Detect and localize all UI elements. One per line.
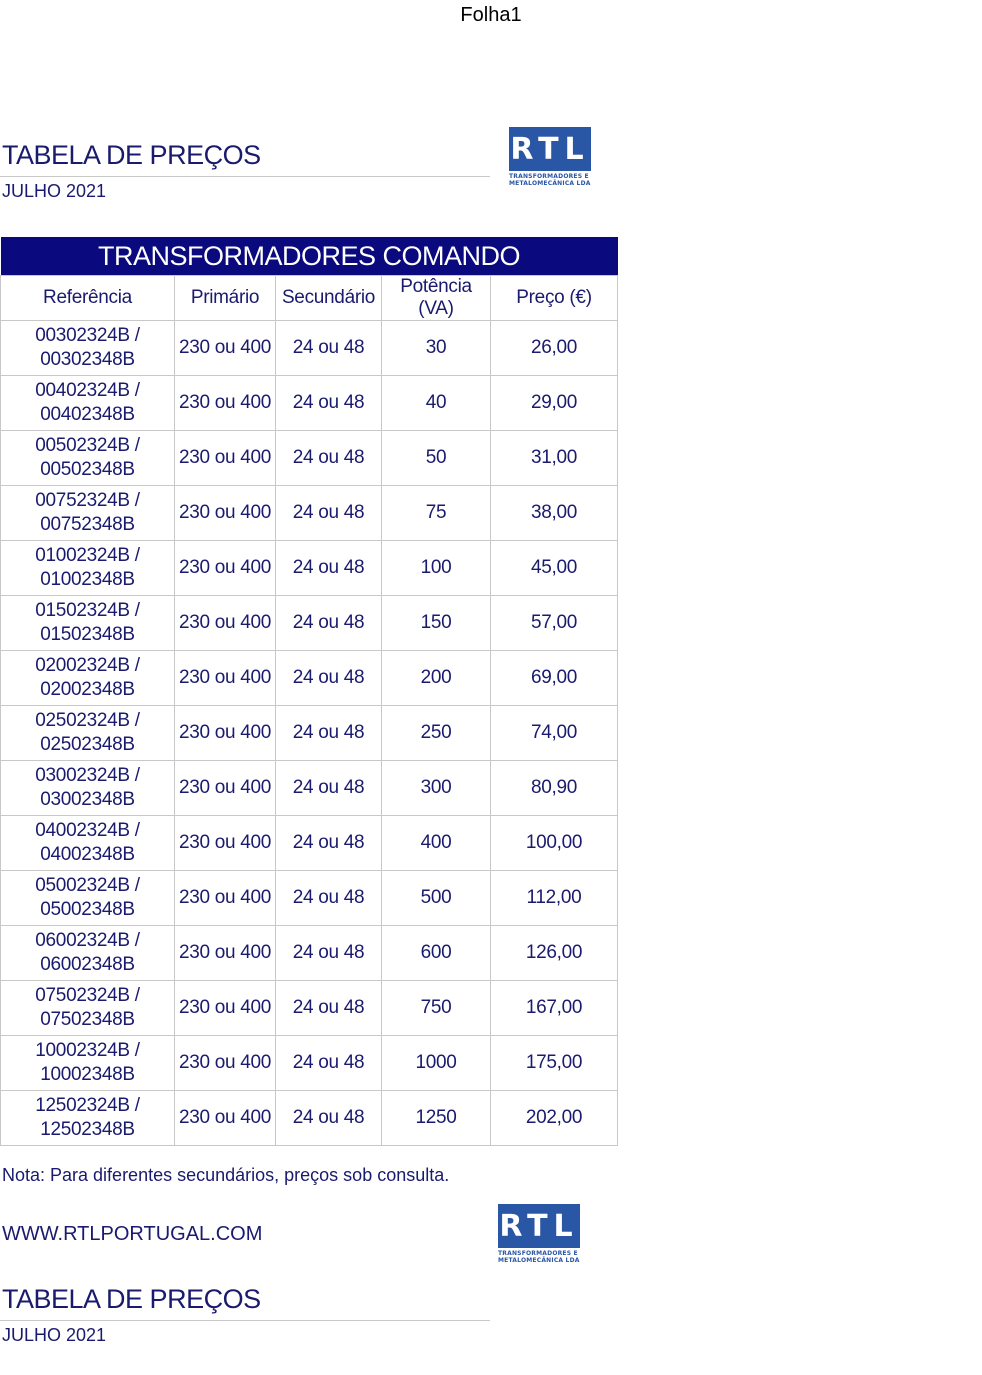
table-row [1, 321, 618, 376]
referencia-line1: 06002324B / [35, 930, 140, 951]
cell-preco: 38,00 [491, 486, 618, 541]
cell-potencia: 750 [382, 981, 491, 1036]
table-row [1, 816, 618, 871]
cell-preco: 69,00 [491, 651, 618, 706]
cell-primario: 230 ou 400 [175, 376, 276, 431]
cell-referencia [1, 596, 175, 651]
footer-divider [0, 1320, 490, 1321]
table-row [1, 1036, 618, 1091]
logo-subtitle [498, 1250, 580, 1264]
col-header-referencia: Referência [1, 276, 175, 321]
cell-potencia: 600 [382, 926, 491, 981]
referencia-line2: 00502348B [40, 459, 135, 480]
col-header-preco: Preço (€) [491, 276, 618, 321]
cell-referencia [1, 376, 175, 431]
cell-potencia: 400 [382, 816, 491, 871]
referencia-line1: 01002324B / [35, 545, 140, 566]
referencia-line1: 05002324B / [35, 875, 140, 896]
referencia-line2: 12502348B [40, 1119, 135, 1140]
price-table [0, 237, 618, 1146]
table-row [1, 871, 618, 926]
referencia-line2: 04002348B [40, 844, 135, 865]
cell-preco: 126,00 [491, 926, 618, 981]
col-header-primario: Primário [175, 276, 276, 321]
table-row [1, 651, 618, 706]
referencia-line2: 06002348B [40, 954, 135, 975]
cell-potencia: 50 [382, 431, 491, 486]
referencia-line1: 07502324B / [35, 985, 140, 1006]
referencia-line1: 10002324B / [35, 1040, 140, 1061]
referencia-line2: 07502348B [40, 1009, 135, 1030]
cell-referencia [1, 1091, 175, 1146]
cell-secundario: 24 ou 48 [276, 596, 382, 651]
cell-referencia [1, 981, 175, 1036]
cell-secundario: 24 ou 48 [276, 926, 382, 981]
cell-secundario: 24 ou 48 [276, 431, 382, 486]
cell-preco: 26,00 [491, 321, 618, 376]
referencia-line2: 01002348B [40, 569, 135, 590]
cell-potencia: 100 [382, 541, 491, 596]
cell-referencia [1, 816, 175, 871]
cell-preco: 57,00 [491, 596, 618, 651]
table-row [1, 431, 618, 486]
table-row [1, 486, 618, 541]
table-banner: TRANSFORMADORES COMANDO [1, 237, 618, 276]
cell-primario: 230 ou 400 [175, 541, 276, 596]
cell-potencia: 500 [382, 871, 491, 926]
referencia-line1: 02002324B / [35, 655, 140, 676]
logo-line1: TRANSFORMADORES E [498, 1250, 578, 1257]
table-header-row [1, 276, 618, 321]
logo-line2: METALOMECÂNICA LDA [509, 180, 591, 187]
cell-referencia [1, 1036, 175, 1091]
table-body [1, 321, 618, 1146]
referencia-line1: 12502324B / [35, 1095, 140, 1116]
logo-line1: TRANSFORMADORES E [509, 173, 589, 180]
cell-potencia: 250 [382, 706, 491, 761]
cell-preco: 31,00 [491, 431, 618, 486]
cell-referencia [1, 486, 175, 541]
cell-preco: 45,00 [491, 541, 618, 596]
cell-preco: 167,00 [491, 981, 618, 1036]
cell-preco: 112,00 [491, 871, 618, 926]
table-row [1, 981, 618, 1036]
cell-primario: 230 ou 400 [175, 1036, 276, 1091]
cell-primario: 230 ou 400 [175, 871, 276, 926]
cell-potencia: 150 [382, 596, 491, 651]
table-row [1, 926, 618, 981]
referencia-line1: 00502324B / [35, 435, 140, 456]
cell-primario: 230 ou 400 [175, 981, 276, 1036]
cell-secundario: 24 ou 48 [276, 1036, 382, 1091]
col-header-potencia: Potência (VA) [382, 276, 491, 321]
cell-referencia [1, 541, 175, 596]
title-divider [0, 176, 490, 177]
table-row [1, 376, 618, 431]
logo-letters: RTL [510, 131, 590, 167]
sheet-title: Folha1 [460, 4, 522, 26]
cell-referencia [1, 651, 175, 706]
cell-primario: 230 ou 400 [175, 486, 276, 541]
table-row [1, 706, 618, 761]
cell-referencia [1, 871, 175, 926]
footer-date: JULHO 2021 [2, 1325, 107, 1345]
cell-secundario: 24 ou 48 [276, 871, 382, 926]
cell-secundario: 24 ou 48 [276, 541, 382, 596]
cell-secundario: 24 ou 48 [276, 1091, 382, 1146]
page-title: TABELA DE PREÇOS [2, 140, 261, 170]
cell-secundario: 24 ou 48 [276, 981, 382, 1036]
table-row [1, 761, 618, 816]
page-date: JULHO 2021 [2, 181, 107, 201]
cell-primario: 230 ou 400 [175, 706, 276, 761]
cell-primario: 230 ou 400 [175, 761, 276, 816]
cell-referencia [1, 431, 175, 486]
cell-potencia: 40 [382, 376, 491, 431]
referencia-line2: 03002348B [40, 789, 135, 810]
cell-preco: 74,00 [491, 706, 618, 761]
cell-referencia [1, 926, 175, 981]
cell-primario: 230 ou 400 [175, 431, 276, 486]
table-row [1, 1091, 618, 1146]
referencia-line2: 00302348B [40, 349, 135, 370]
cell-primario: 230 ou 400 [175, 321, 276, 376]
cell-secundario: 24 ou 48 [276, 651, 382, 706]
referencia-line2: 00402348B [40, 404, 135, 425]
referencia-line2: 02502348B [40, 734, 135, 755]
referencia-line2: 02002348B [40, 679, 135, 700]
referencia-line1: 00302324B / [35, 325, 140, 346]
cell-primario: 230 ou 400 [175, 926, 276, 981]
cell-potencia: 200 [382, 651, 491, 706]
referencia-line2: 05002348B [40, 899, 135, 920]
cell-preco: 175,00 [491, 1036, 618, 1091]
table-row [1, 541, 618, 596]
cell-secundario: 24 ou 48 [276, 706, 382, 761]
cell-primario: 230 ou 400 [175, 1091, 276, 1146]
referencia-line2: 00752348B [40, 514, 135, 535]
logo-line2: METALOMECÂNICA LDA [498, 1257, 580, 1264]
cell-potencia: 75 [382, 486, 491, 541]
rtl-logo-footer [498, 1204, 580, 1264]
cell-potencia: 30 [382, 321, 491, 376]
cell-secundario: 24 ou 48 [276, 816, 382, 871]
logo-letters: RTL [499, 1208, 579, 1244]
referencia-line1: 03002324B / [35, 765, 140, 786]
website-link[interactable]: WWW.RTLPORTUGAL.COM [2, 1223, 263, 1245]
cell-secundario: 24 ou 48 [276, 376, 382, 431]
cell-secundario: 24 ou 48 [276, 486, 382, 541]
referencia-line2: 01502348B [40, 624, 135, 645]
referencia-line1: 01502324B / [35, 600, 140, 621]
cell-preco: 202,00 [491, 1091, 618, 1146]
referencia-line1: 00402324B / [35, 380, 140, 401]
cell-primario: 230 ou 400 [175, 596, 276, 651]
cell-primario: 230 ou 400 [175, 651, 276, 706]
cell-referencia [1, 761, 175, 816]
cell-preco: 100,00 [491, 816, 618, 871]
cell-potencia: 1000 [382, 1036, 491, 1091]
cell-potencia: 1250 [382, 1091, 491, 1146]
referencia-line1: 04002324B / [35, 820, 140, 841]
referencia-line1: 00752324B / [35, 490, 140, 511]
note-text: Nota: Para diferentes secundários, preços sob consulta. [2, 1165, 450, 1185]
footer-title: TABELA DE PREÇOS [2, 1284, 261, 1314]
logo-subtitle [509, 173, 591, 187]
cell-secundario: 24 ou 48 [276, 321, 382, 376]
cell-referencia [1, 321, 175, 376]
table-row [1, 596, 618, 651]
cell-secundario: 24 ou 48 [276, 761, 382, 816]
cell-preco: 80,90 [491, 761, 618, 816]
cell-referencia [1, 706, 175, 761]
referencia-line1: 02502324B / [35, 710, 140, 731]
cell-preco: 29,00 [491, 376, 618, 431]
cell-primario: 230 ou 400 [175, 816, 276, 871]
rtl-logo [509, 127, 591, 187]
col-header-secundario: Secundário [276, 276, 382, 321]
referencia-line2: 10002348B [40, 1064, 135, 1085]
cell-potencia: 300 [382, 761, 491, 816]
